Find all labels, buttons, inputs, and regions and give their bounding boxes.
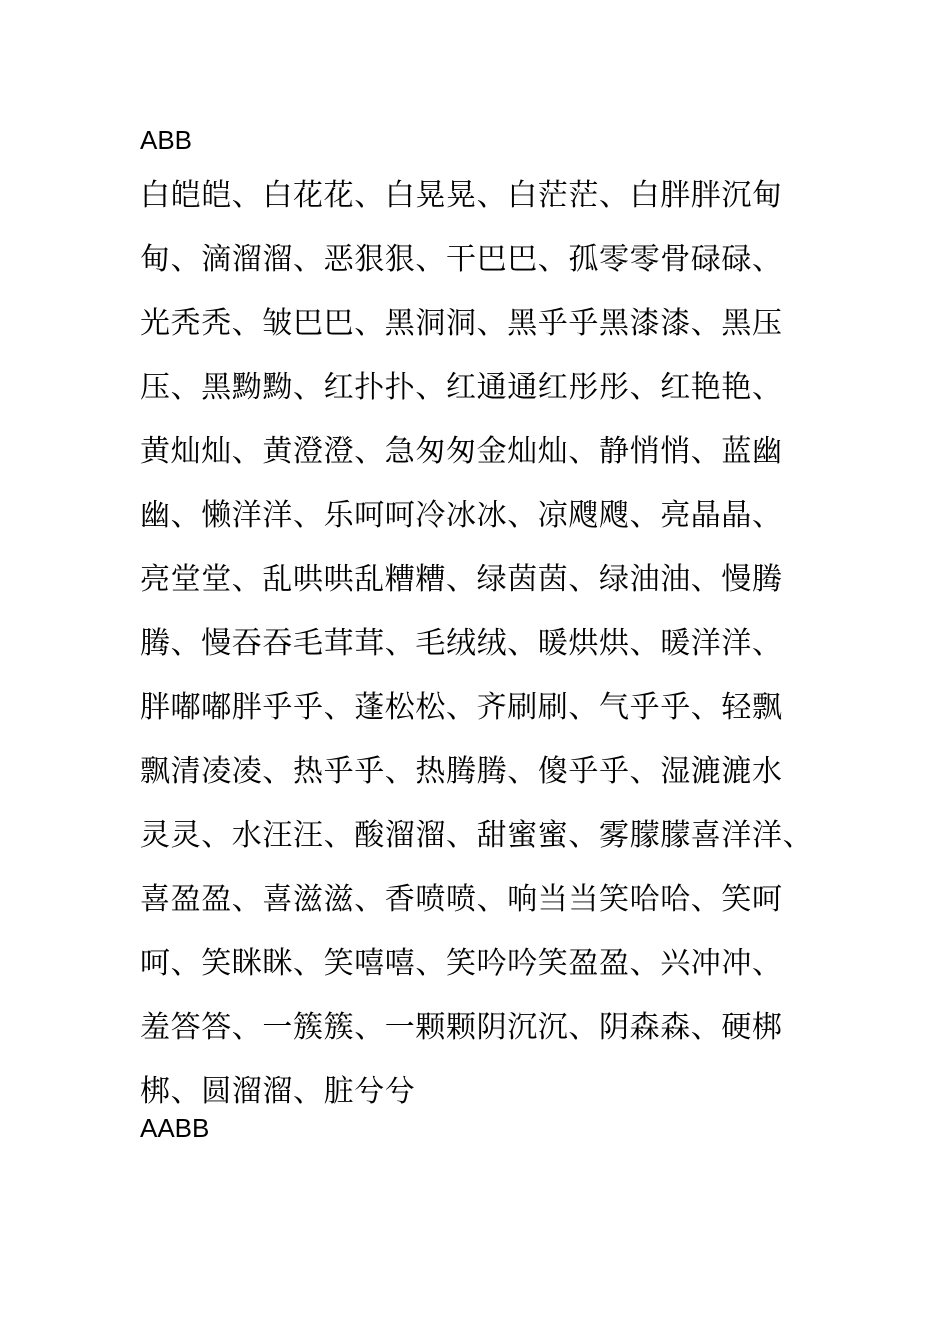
text-line: 甸、滴溜溜、恶狠狠、干巴巴、孤零零骨碌碌、 bbox=[140, 242, 783, 277]
text-line: 亮堂堂、乱哄哄乱糟糟、绿茵茵、绿油油、慢腾 bbox=[140, 562, 783, 597]
abb-word-list bbox=[140, 164, 860, 1124]
text-line: 胖嘟嘟胖乎乎、蓬松松、齐刷刷、气乎乎、轻飘 bbox=[140, 690, 783, 725]
text-line: 腾、慢吞吞毛茸茸、毛绒绒、暖烘烘、暖洋洋、 bbox=[140, 626, 783, 661]
text-line: 呵、笑眯眯、笑嘻嘻、笑吟吟笑盈盈、兴冲冲、 bbox=[140, 946, 783, 981]
section-heading-aabb: AABB bbox=[140, 1113, 210, 1143]
text-line: 灵灵、水汪汪、酸溜溜、甜蜜蜜、雾朦朦喜洋洋、 bbox=[140, 818, 814, 853]
text-line: 羞答答、一簇簇、一颗颗阴沉沉、阴森森、硬梆 bbox=[140, 1010, 783, 1045]
section-heading-abb: ABB bbox=[140, 125, 193, 155]
text-line: 梆、圆溜溜、脏兮兮 bbox=[140, 1074, 416, 1109]
text-line: 黄灿灿、黄澄澄、急匆匆金灿灿、静悄悄、蓝幽 bbox=[140, 434, 783, 469]
text-line: 飘清凌凌、热乎乎、热腾腾、傻乎乎、湿漉漉水 bbox=[140, 754, 783, 789]
text-line: 喜盈盈、喜滋滋、香喷喷、响当当笑哈哈、笑呵 bbox=[140, 882, 783, 917]
text-line: 压、黑黝黝、红扑扑、红通通红彤彤、红艳艳、 bbox=[140, 370, 783, 405]
text-line: 光秃秃、皱巴巴、黑洞洞、黑乎乎黑漆漆、黑压 bbox=[140, 306, 783, 341]
text-line: 幽、懒洋洋、乐呵呵冷冰冰、凉飕飕、亮晶晶、 bbox=[140, 498, 783, 533]
text-line: 白皑皑、白花花、白晃晃、白茫茫、白胖胖沉甸 bbox=[140, 178, 783, 213]
